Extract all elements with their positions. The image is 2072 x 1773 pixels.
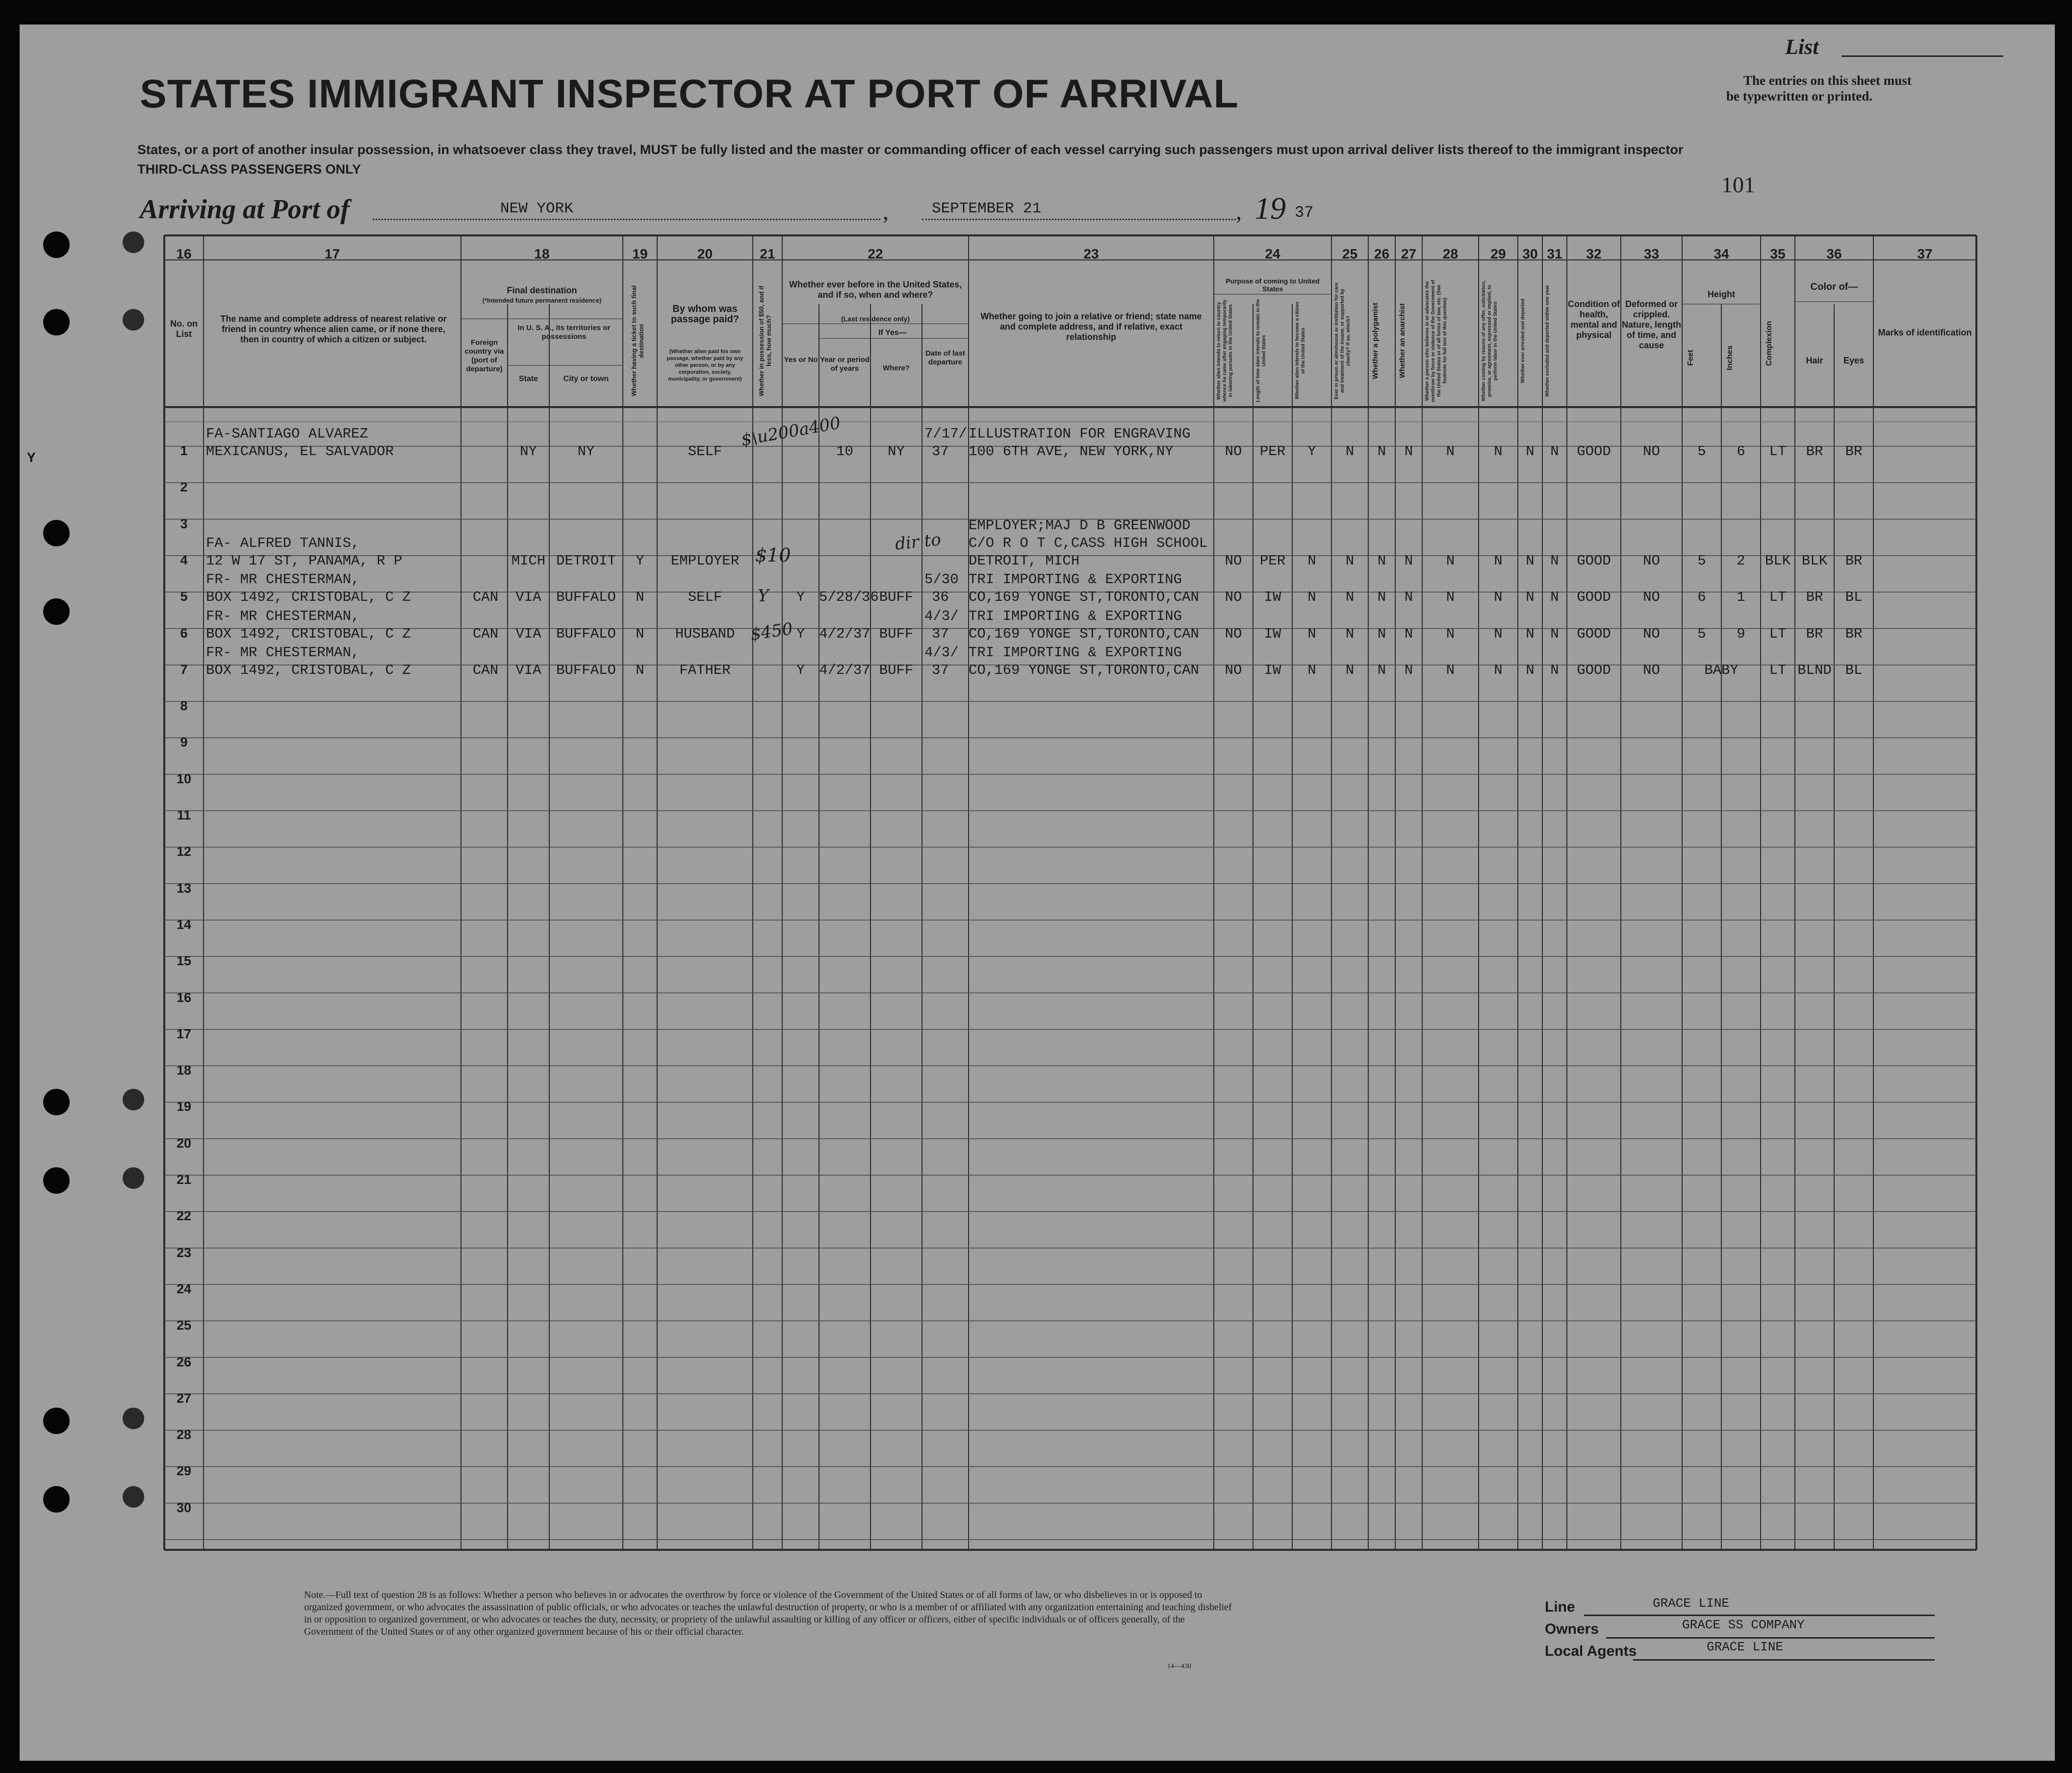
entry-city: BUFFALO [556, 589, 616, 606]
entry-dep-line2: 36 [932, 589, 949, 606]
entry-paid-by: SELF [688, 589, 722, 606]
entry-c29: N [1494, 662, 1503, 678]
row-number: 12 [176, 844, 192, 859]
year-suffix: 37 [1295, 204, 1314, 222]
entry-c31: N [1550, 589, 1559, 606]
entry-ticket: Y [636, 552, 644, 569]
entry-yes-no: Y [796, 625, 805, 642]
col-sub-18-country: Foreign country via (port of departure) [464, 338, 504, 373]
row-number: 25 [176, 1318, 192, 1333]
subtitle-line-2: THIRD-CLASS PASSENGERS ONLY [137, 162, 361, 177]
entry-length: IW [1264, 589, 1281, 606]
col-sub-22-yesno: Yes or No [784, 356, 818, 364]
row-number: 29 [176, 1464, 192, 1479]
col-sub-36-hair: Hair [1806, 356, 1823, 365]
entry-years: 10 [836, 443, 853, 460]
col-num-24: 24 [1265, 246, 1280, 261]
row-number: 15 [176, 953, 192, 969]
entry-paid-by: FATHER [679, 662, 731, 678]
entry-c31: N [1550, 552, 1559, 569]
entry-hair: BR [1806, 589, 1823, 606]
col-num-30: 30 [1522, 246, 1538, 261]
col-note-18: (*Intended future permanent residence) [482, 297, 602, 304]
col-num-34: 34 [1714, 246, 1729, 261]
entry-join-line3: DETROIT, MICH [969, 552, 1080, 569]
entry-c25: N [1345, 625, 1355, 642]
port-value: NEW YORK [500, 200, 573, 217]
entry-length: PER [1259, 443, 1286, 460]
entry-c25: N [1345, 443, 1355, 460]
entry-c28: N [1446, 589, 1455, 606]
col-num-37: 37 [1917, 246, 1933, 261]
col-label-33: Deformed or crippled. Nature, length of time, and cause [1621, 299, 1681, 350]
col-note-20: (Whether alien paid his own passage, whether paid by any other person, or by any corporation, society, municipality, or government) [666, 349, 743, 382]
entry-length: IW [1264, 662, 1281, 678]
entry-c25: N [1345, 589, 1355, 606]
entry-deformed: NO [1643, 443, 1660, 460]
entry-rel-line2: BOX 1492, CRISTOBAL, C Z [206, 662, 411, 678]
entry-c26: N [1377, 662, 1386, 678]
entry-state: NY [520, 443, 537, 460]
entry-c30: N [1526, 625, 1535, 642]
col-sub-24-return: Whether alien intends to return to country whence he came after engaging temporarily in laboring pursuits in the United States [1216, 299, 1233, 402]
entry-eyes: BL [1845, 589, 1863, 606]
entry-dep-line1: 7/17/ [924, 426, 968, 442]
entry-c27: N [1404, 552, 1413, 569]
line-rule [1584, 1615, 1935, 1616]
row-number: 4 [180, 552, 188, 567]
owners-label: Owners [1545, 1621, 1599, 1637]
row-number: 2 [180, 480, 188, 495]
entry-eyes: BR [1845, 552, 1863, 569]
col-num-21: 21 [760, 246, 775, 261]
col-label-23: Whether going to join a relative or friend; state name and complete address, and if relative, exact relationship [980, 311, 1202, 342]
entry-rel-line2: BOX 1492, CRISTOBAL, C Z [206, 625, 411, 642]
entry-state: VIA [515, 625, 541, 642]
entry-join-line2: CO,169 YONGE ST,TORONTO,CAN [969, 662, 1199, 678]
col-num-19: 19 [632, 246, 648, 261]
entry-c27: N [1404, 662, 1413, 678]
entry-rel-line1: FR- MR CHESTERMAN, [206, 644, 360, 661]
entry-join-line2: CO,169 YONGE ST,TORONTO,CAN [969, 589, 1199, 606]
entry-join-line1: TRI IMPORTING & EXPORTING [969, 644, 1182, 661]
entry-city: DETROIT [556, 552, 616, 569]
entry-complexion: BLK [1765, 552, 1791, 569]
entry-c27: N [1404, 625, 1413, 642]
col-label-34: Height [1708, 289, 1735, 299]
entry-c29: N [1494, 552, 1503, 569]
entry-rel-line2: 12 W 17 ST, PANAMA, R P [206, 552, 403, 569]
col-num-20: 20 [697, 246, 713, 261]
entry-join-line1: TRI IMPORTING & EXPORTING [969, 571, 1182, 588]
entry-inches: 2 [1737, 552, 1745, 569]
entry-where: BUFF [879, 625, 914, 642]
entry-rel-line1: FA- ALFRED TANNIS, [206, 535, 360, 551]
entry-years: 5/28/36 [819, 589, 879, 606]
entry-where: NY [888, 443, 905, 460]
entry-rel-line1: FR- MR CHESTERMAN, [206, 608, 360, 624]
agents-value: GRACE LINE [1707, 1640, 1784, 1654]
row-number: 21 [176, 1172, 192, 1187]
row-number: 5 [180, 589, 188, 604]
entry-c31: N [1550, 625, 1559, 642]
entry-citizen: N [1307, 589, 1316, 606]
row-number: 27 [176, 1390, 192, 1406]
entry-feet: BABY [1704, 662, 1739, 678]
entry-feet: 5 [1697, 552, 1706, 569]
entry-inches: 1 [1737, 589, 1745, 606]
entry-c29: N [1494, 589, 1503, 606]
entry-city: NY [577, 443, 595, 460]
entry-rel-line2: MEXICANUS, EL SALVADOR [206, 443, 394, 460]
entry-years: 4/2/37 [819, 662, 870, 678]
year-prefix: 19 [1254, 191, 1286, 226]
col-label-32: Condition of health, mental and physical [1568, 299, 1620, 340]
col-label-19: Whether having a ticket to such final destination [630, 285, 645, 397]
entry-rel-line1: FA-SANTIAGO ALVAREZ [206, 426, 368, 442]
line-value: GRACE LINE [1653, 1596, 1730, 1611]
col-sub-34-feet: Feet [1687, 350, 1695, 366]
col-label-35: Complexion [1765, 321, 1773, 366]
row-number: 11 [177, 808, 191, 822]
entry-eyes: BL [1845, 662, 1863, 678]
entry-join-line1: TRI IMPORTING & EXPORTING [969, 608, 1182, 624]
entry-c25: N [1345, 552, 1355, 569]
entry-c28: N [1446, 662, 1455, 678]
entry-join-line2: CO,169 YONGE ST,TORONTO,CAN [969, 625, 1199, 642]
entry-eyes: BR [1845, 443, 1863, 460]
entry-c27: N [1404, 443, 1413, 460]
entry-complexion: LT [1769, 443, 1787, 460]
instruction-line-2: be typewritten or printed. [1726, 89, 1872, 103]
entry-c27: N [1404, 589, 1413, 606]
col-num-27: 27 [1401, 246, 1417, 261]
col-sub-34-inches: Inches [1726, 345, 1734, 371]
entry-dep-line2: 37 [932, 662, 949, 678]
col-label-17: The name and complete address of nearest relative or friend in country whence alien came, or if none there, then in country of which a citizen or subject. [220, 314, 447, 344]
entry-ticket: N [636, 589, 644, 606]
handwritten-remark-row4: dir to [894, 530, 942, 554]
entry-yes-no: Y [796, 589, 805, 606]
row-number: 1 [180, 443, 188, 458]
entry-c26: N [1377, 625, 1386, 642]
row-number: 3 [180, 516, 188, 531]
entry-inches: 9 [1737, 625, 1745, 642]
row-number: 8 [180, 698, 188, 714]
col-sub-22-years: Year or period of years [820, 356, 870, 373]
entry-city: BUFFALO [556, 625, 616, 642]
col-num-22: 22 [868, 246, 883, 261]
col-sub-22-where: Where? [882, 364, 910, 372]
entry-purpose: NO [1225, 662, 1242, 678]
owners-rule [1606, 1637, 1935, 1639]
entry-health: GOOD [1577, 662, 1611, 678]
col-num-32: 32 [1586, 246, 1602, 261]
col-label-22: Whether ever before in the United States, and if so, when and where? [789, 280, 962, 300]
row-number: 30 [176, 1500, 192, 1515]
row-number: 10 [176, 771, 192, 786]
row-number: 14 [176, 917, 192, 932]
entry-inches: 6 [1737, 443, 1745, 460]
entry-feet: 5 [1697, 443, 1706, 460]
entry-join-line1: EMPLOYER;MAJ D B GREENWOOD [969, 517, 1191, 534]
entry-where: BUFF [879, 662, 914, 678]
row-number: 24 [176, 1281, 192, 1296]
entry-c31: N [1550, 662, 1559, 678]
entry-paid-by: SELF [688, 443, 722, 460]
col-sub-18-city: City or town [563, 375, 609, 383]
entry-c30: N [1526, 662, 1535, 678]
entry-join-line1: ILLUSTRATION FOR ENGRAVING [969, 426, 1191, 442]
entry-dep-line1: 4/3/ [924, 644, 959, 661]
col-num-23: 23 [1083, 246, 1099, 261]
entry-length: IW [1264, 625, 1281, 642]
entry-hair: BR [1806, 443, 1823, 460]
entry-c31: N [1550, 443, 1559, 460]
instruction-line-1: The entries on this sheet must [1743, 73, 1912, 88]
col-num-17: 17 [324, 246, 340, 261]
entry-complexion: LT [1769, 662, 1787, 678]
entry-years: 4/2/37 [819, 625, 870, 642]
row-number: 16 [176, 990, 192, 1005]
footnote: Note.—Full text of question 28 is as follows: Whether a person who believes in or advocates the overthrow by force or violence of the Government of the United States or of all forms of law, or who disbelieves in or is opposed to organized government, or who advocates the assassination of public officials, or who advocates or teaches the unlawful destruction of property, or who is a member of or affiliated with any organization entertaining and teaching disbelief in or opposition to organized government, or who advocates or teaches the duty, necessity, or propriety of the unlawful assaulting or killing of any officer or officers, either of specific individuals or of officers generally, of the Government of the United States or of any other organized government because of his or their official character. [304, 1590, 1232, 1637]
col-label-29: Whether coming by reason of any offer, solicitation, promise, or agreement, expressed or implied, to perform labor in the United States [1481, 280, 1498, 402]
entry-deformed: NO [1643, 552, 1660, 569]
col-label-28: Whether a person who believes in or advocates the overthrow by force or violence of the Government of the United States or of all forms of law, etc. (See footnote for full text of this question) [1425, 280, 1448, 402]
entry-eyes: BR [1845, 625, 1863, 642]
separator: , [883, 199, 889, 225]
entry-city: BUFFALO [556, 662, 616, 678]
row-number: 26 [176, 1354, 192, 1369]
col-sub-22-date: Date of last departure [925, 349, 965, 366]
entry-feet: 5 [1697, 625, 1706, 642]
entry-dep-line1: 4/3/ [924, 608, 959, 624]
handwritten-money-row5: Y [758, 586, 769, 606]
entry-join-line2: C/O R O T C,CASS HIGH SCHOOL [969, 535, 1208, 551]
entry-c26: N [1377, 589, 1386, 606]
entry-state: VIA [515, 589, 541, 606]
col-label-31: Whether excluded and deported within one year [1545, 285, 1550, 397]
col-num-25: 25 [1342, 246, 1358, 261]
page-title: STATES IMMIGRANT INSPECTOR AT PORT OF ARRIVAL [140, 72, 1239, 116]
entry-hair: BLK [1801, 552, 1828, 569]
handwritten-money-row1: $\u200a400 [740, 413, 842, 450]
entry-c26: N [1377, 443, 1386, 460]
entry-country: CAN [472, 662, 499, 678]
col-num-26: 26 [1374, 246, 1390, 261]
row-number: 6 [180, 625, 188, 641]
entry-purpose: NO [1225, 589, 1242, 606]
col-label-25: Ever in prison or almshouse or institution for care and treatment of the insane, or supported by charity? If so, which? [1334, 283, 1351, 399]
entry-c28: N [1446, 443, 1455, 460]
col-sub-18-state: State [518, 375, 538, 383]
entry-where: BUFF [879, 589, 914, 606]
agents-label: Local Agents [1545, 1643, 1637, 1659]
agents-rule [1633, 1659, 1935, 1661]
entry-c30: N [1526, 552, 1535, 569]
list-label: List [1785, 35, 1819, 59]
row-number: 20 [176, 1135, 192, 1151]
entry-length: PER [1259, 552, 1286, 569]
entry-join-line2: 100 6TH AVE, NEW YORK,NY [969, 443, 1174, 460]
entry-c30: N [1526, 443, 1535, 460]
entry-c29: N [1494, 443, 1503, 460]
date-value: SEPTEMBER 21 [932, 200, 1042, 217]
row-number: 23 [176, 1245, 192, 1260]
entry-dep-line2: 37 [932, 443, 949, 460]
margin-mark: Y [27, 450, 36, 466]
entry-complexion: LT [1769, 625, 1787, 642]
entry-country: CAN [472, 625, 499, 642]
row-number: 7 [180, 662, 188, 677]
entry-citizen: Y [1307, 443, 1316, 460]
col-num-33: 33 [1643, 246, 1660, 261]
entry-ticket: N [636, 662, 644, 678]
entry-citizen: N [1307, 552, 1316, 569]
col-label-21: Whether in possession of $50, and if less, how much? [758, 285, 772, 396]
entry-dep-line1: 5/30 [924, 571, 959, 588]
col-num-36: 36 [1826, 246, 1842, 261]
row-number: 17 [176, 1026, 192, 1041]
col-label-20: By whom was passage paid? [671, 304, 739, 325]
separator: , [1236, 199, 1242, 225]
entry-c30: N [1526, 589, 1535, 606]
col-sub-22-ifyes: If Yes— [878, 329, 907, 337]
entry-ticket: N [636, 625, 644, 642]
entry-rel-line1: FR- MR CHESTERMAN, [206, 571, 360, 588]
entry-state: MICH [511, 552, 546, 569]
col-sub-24-length: Length of time alien intends to remain in the United States [1255, 299, 1267, 402]
entry-c26: N [1377, 552, 1386, 569]
arriving-label: Arriving at Port of [140, 194, 350, 225]
row-number: 22 [176, 1208, 192, 1224]
entry-c28: N [1446, 625, 1455, 642]
entry-health: GOOD [1577, 589, 1611, 606]
entry-deformed: NO [1643, 662, 1660, 678]
col-label-24: Purpose of coming to United States [1226, 277, 1320, 293]
col-num-28: 28 [1442, 246, 1458, 261]
subtitle-line-1: States, or a port of another insular possession, in whatsoever class they travel, MUST be fully listed and the master or commanding officer of each vessel carrying such passengers must upon arrival deliver lists thereof to the immigrant inspector [137, 142, 1684, 157]
entry-rel-line2: BOX 1492, CRISTOBAL, C Z [206, 589, 411, 606]
entry-purpose: NO [1225, 625, 1242, 642]
entry-c29: N [1494, 625, 1503, 642]
owners-value: GRACE SS COMPANY [1682, 1618, 1805, 1632]
col-num-31: 31 [1547, 246, 1562, 261]
entry-citizen: N [1307, 625, 1316, 642]
sheet-number: 101 [1721, 172, 1755, 197]
entry-country: CAN [472, 589, 499, 606]
col-label-16: No. on List [170, 319, 198, 339]
handwritten-money-row6: $450 [749, 619, 794, 644]
entry-health: GOOD [1577, 443, 1611, 460]
col-num-16: 16 [176, 246, 192, 261]
col-num-18: 18 [534, 246, 550, 261]
row-number: 13 [176, 880, 192, 896]
entry-hair: BR [1806, 625, 1823, 642]
entry-dep-line2: 37 [932, 625, 949, 642]
entry-deformed: NO [1643, 589, 1660, 606]
col-label-37: Marks of identification [1878, 328, 1972, 337]
handwritten-money-row4: $10 [755, 544, 791, 566]
col-sub-18-usa: In U. S. A., its territories or possessions [517, 324, 611, 341]
col-label-30: Whether ever arrested and deported [1520, 299, 1526, 383]
col-label-36: Color of— [1810, 282, 1858, 292]
entry-purpose: NO [1225, 443, 1242, 460]
col-label-27: Whether an anarchist [1398, 303, 1407, 379]
entry-state: VIA [515, 662, 541, 678]
entry-health: GOOD [1577, 552, 1611, 569]
col-sub-24-citizen: Whether alien intends to become a citizen of the United States [1295, 302, 1306, 400]
line-label: Line [1545, 1599, 1575, 1615]
col-num-29: 29 [1490, 246, 1506, 261]
entry-yes-no: Y [796, 662, 805, 678]
entry-purpose: NO [1225, 552, 1242, 569]
col-num-35: 35 [1770, 246, 1786, 261]
row-number: 18 [176, 1063, 192, 1078]
row-number: 28 [176, 1427, 192, 1442]
col-sub-36-eyes: Eyes [1843, 356, 1865, 365]
entry-feet: 6 [1697, 589, 1706, 606]
row-number: 9 [180, 735, 188, 750]
col-note-22: (Last residence only) [841, 315, 910, 323]
entry-deformed: NO [1643, 625, 1660, 642]
entry-c28: N [1446, 552, 1455, 569]
col-label-18: Final destination [507, 285, 577, 295]
entry-paid-by: HUSBAND [675, 625, 735, 642]
entry-health: GOOD [1577, 625, 1611, 642]
entry-hair: BLND [1797, 662, 1832, 678]
row-number: 19 [176, 1099, 192, 1114]
entry-c25: N [1345, 662, 1355, 678]
col-label-26: Whether a polygamist [1371, 303, 1380, 379]
entry-paid-by: EMPLOYER [670, 552, 740, 569]
form-number: 14—430 [1167, 1663, 1191, 1670]
entry-citizen: N [1307, 662, 1316, 678]
entry-complexion: LT [1769, 589, 1787, 606]
